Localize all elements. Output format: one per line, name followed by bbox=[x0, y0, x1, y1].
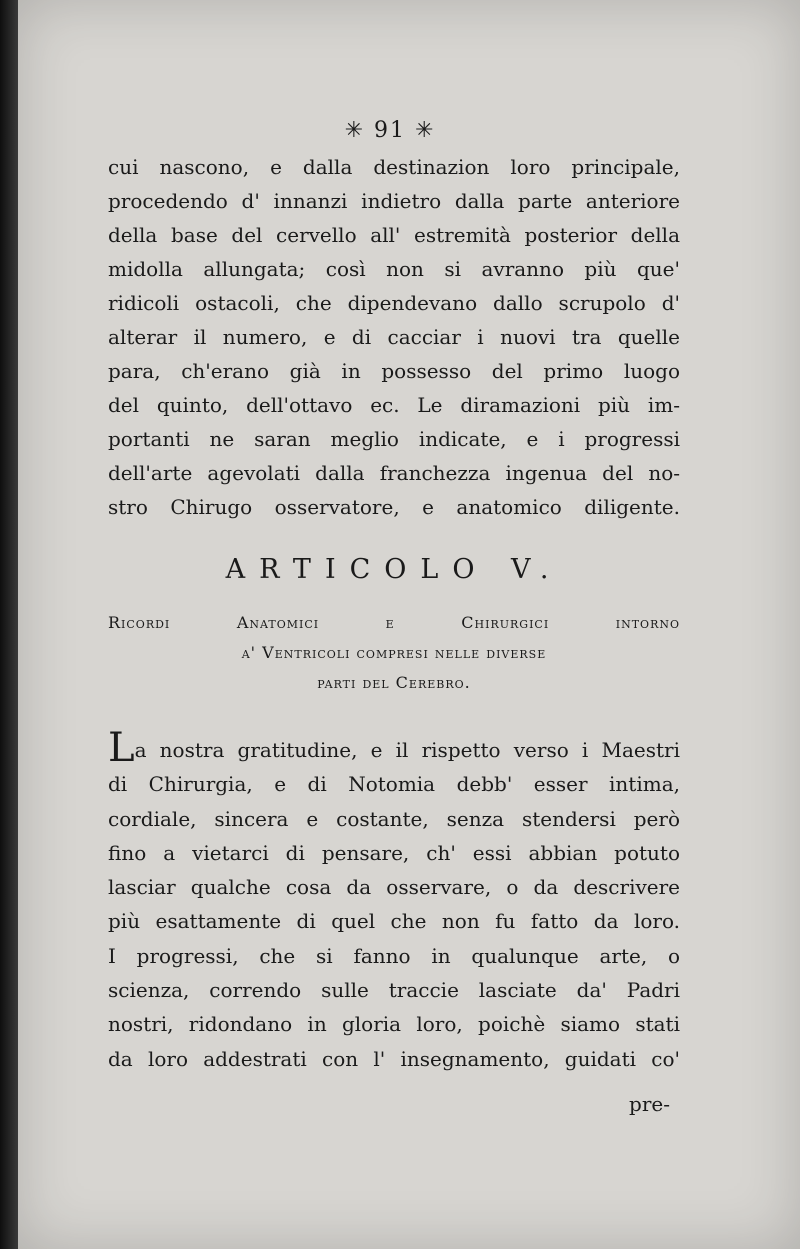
text-line: di Chirurgia, e di Notomia debb' esser intima, bbox=[108, 772, 680, 797]
text-line: della base del cervello all' estremità posterior della bbox=[108, 223, 680, 247]
catchword: pre- bbox=[629, 1092, 670, 1116]
text-line: cordiale, sincera e costante, senza stendersi però bbox=[108, 806, 680, 831]
text-line: ridicoli ostacoli, che dipendevano dallo scrupolo d' bbox=[108, 291, 680, 315]
text-line: scienza, correndo sulle traccie lasciate da' Padri bbox=[108, 978, 680, 1003]
article-subtitle bbox=[108, 608, 680, 698]
text-line: del quinto, dell'ottavo ec. Le diramazioni più im- bbox=[108, 393, 680, 417]
subtitle-line: parti del Cerebro. bbox=[317, 673, 471, 692]
drop-cap: L bbox=[108, 725, 135, 771]
first-line-text: a nostra gratitudine, e il rispetto verso i Maestri bbox=[134, 738, 680, 762]
text-line: para, ch'erano già in possesso del primo luogo bbox=[108, 359, 680, 383]
text-line: più esattamente di quel che non fu fatto da loro. bbox=[108, 909, 680, 934]
text-line: dell'arte agevolati dalla franchezza ingenua del no- bbox=[108, 461, 680, 485]
paragraph-article-v bbox=[108, 725, 680, 1076]
text-line: midolla allungata; così non si avranno più que' bbox=[108, 257, 680, 281]
text-line: da loro addestrati con l' insegnamento, guidati co' bbox=[108, 1046, 680, 1071]
text-line: I progressi, che si fanno in qualunque arte, o bbox=[108, 943, 680, 968]
text-line: procedendo d' innanzi indietro dalla parte anteriore bbox=[108, 189, 680, 213]
subtitle-line: a' Ventricoli compresi nelle diverse bbox=[241, 643, 547, 662]
subtitle-line: Ricordi Anatomici e Chirurgici intorno bbox=[108, 613, 680, 632]
text-line-last: stro Chirugo osservatore, e anatomico diligente. bbox=[108, 495, 680, 519]
paragraph-continued bbox=[108, 150, 680, 524]
text-line: nostri, ridondano in gloria loro, poichè siamo stati bbox=[108, 1012, 680, 1037]
text-line: portanti ne saran meglio indicate, e i progressi bbox=[108, 427, 680, 451]
text-line: alterar il numero, e di cacciar i nuovi tra quelle bbox=[108, 325, 680, 349]
page-number: ✳ 91 ✳ bbox=[344, 118, 436, 143]
text-line: cui nascono, e dalla destinazion loro principale, bbox=[108, 155, 680, 179]
article-heading: ARTICOLO V. bbox=[225, 554, 563, 585]
text-line-first bbox=[108, 725, 680, 771]
text-line: fino a vietarci di pensare, ch' essi abbian potuto bbox=[108, 840, 680, 865]
text-line: lasciar qualche cosa da osservare, o da descrivere bbox=[108, 875, 680, 900]
